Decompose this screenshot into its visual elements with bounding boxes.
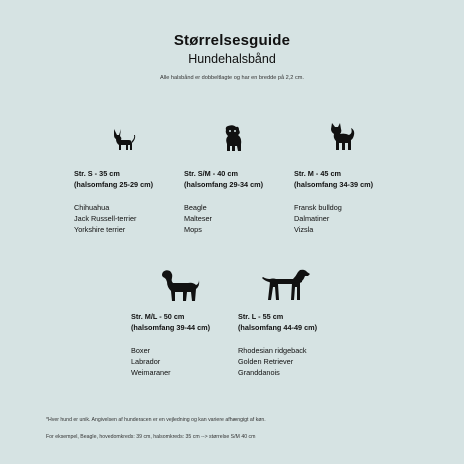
- breed-list: [238, 345, 317, 378]
- size-card-sm: [184, 168, 263, 235]
- chihuahua-icon: [110, 126, 136, 152]
- breed-item: Yorkshire terrier: [74, 225, 126, 234]
- breed-item: Jack Russell-terrier: [74, 214, 137, 223]
- breed-list: [294, 202, 373, 235]
- size-card-l: [238, 311, 317, 378]
- breed-item: Golden Retriever: [238, 357, 294, 366]
- breed-list: [74, 202, 153, 235]
- footnote-disclaimer: *Hver hund er unik. Angivelsen af hunderacen er en vejledning og kan variere afhængigt af køn.: [46, 417, 266, 423]
- size-label: Str. S - 35 cm: [74, 169, 120, 178]
- spitz-icon: [329, 121, 355, 151]
- dalmatian-icon: [260, 268, 312, 302]
- breed-item: Beagle: [184, 203, 207, 212]
- page-subtitle: Hundehalsbånd: [188, 52, 276, 66]
- breed-item: Rhodesian ridgeback: [238, 346, 307, 355]
- size-range: (halsomfang 25-29 cm): [74, 180, 154, 189]
- breed-item: Granddanois: [238, 368, 280, 377]
- size-label: Str. L - 55 cm: [238, 312, 284, 321]
- breed-list: [184, 202, 263, 235]
- breed-item: Boxer: [131, 346, 151, 355]
- breed-list: [131, 345, 210, 378]
- size-label: Str. M/L - 50 cm: [131, 312, 185, 321]
- breed-item: Mops: [184, 225, 202, 234]
- maltese-icon: [222, 124, 244, 152]
- size-card-s: [74, 168, 153, 235]
- breed-item: Chihuahua: [74, 203, 110, 212]
- size-range: (halsomfang 34-39 cm): [294, 180, 374, 189]
- footnote-example: For eksempel, Beagle, hovedomkreds: 39 cm, halsomkreds: 35 cm --> størrelse S/M 40 cm: [46, 434, 256, 440]
- size-card-m: [294, 168, 373, 235]
- collar-note: Alle halsbånd er dobbeltlagte og har en bredde på 2,2 cm.: [160, 75, 304, 81]
- breed-item: Labrador: [131, 357, 161, 366]
- breed-item: Vizsla: [294, 225, 314, 234]
- size-card-ml: [131, 311, 210, 378]
- size-range: (halsomfang 44-49 cm): [238, 323, 318, 332]
- breed-item: Fransk bulldog: [294, 203, 342, 212]
- breed-item: Weimaraner: [131, 368, 171, 377]
- size-label: Str. S/M - 40 cm: [184, 169, 238, 178]
- size-label: Str. M - 45 cm: [294, 169, 342, 178]
- size-range: (halsomfang 29-34 cm): [184, 180, 264, 189]
- breed-item: Malteser: [184, 214, 212, 223]
- breed-item: Dalmatiner: [294, 214, 330, 223]
- page-title: Størrelsesguide: [173, 32, 291, 49]
- retriever-icon: [160, 268, 200, 302]
- size-range: (halsomfang 39-44 cm): [131, 323, 211, 332]
